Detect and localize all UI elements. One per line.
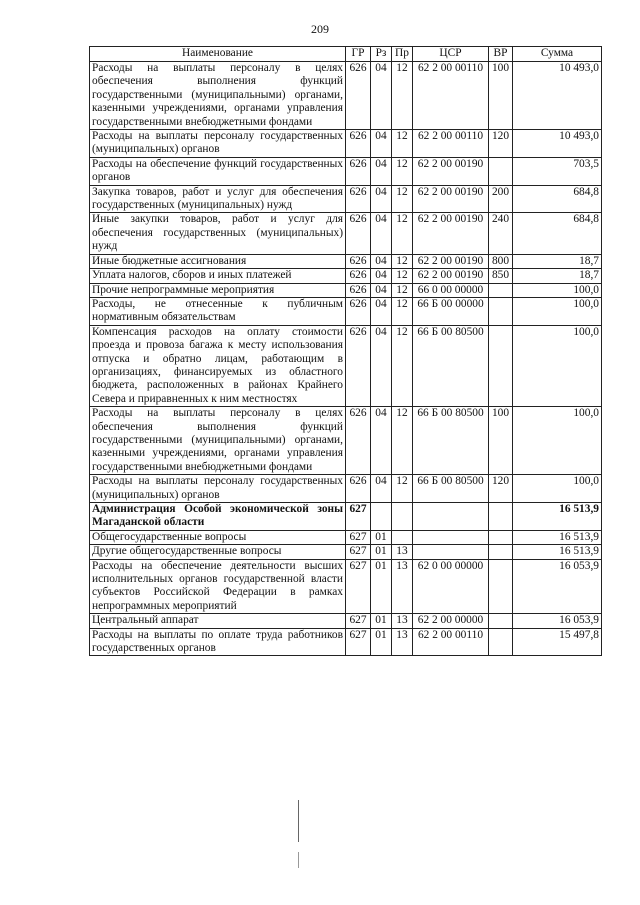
header-pr: Пр — [392, 47, 413, 62]
cell-gr: 627 — [346, 559, 371, 614]
cell-csr: 66 Б 00 80500 — [413, 475, 489, 503]
table-row — [90, 130, 602, 158]
cell-pr: 12 — [392, 157, 413, 185]
cell-rz: 04 — [371, 297, 392, 325]
cell-name: Администрация Особой экономической зоны Магаданской области — [90, 503, 346, 531]
cell-pr: 12 — [392, 297, 413, 325]
cell-name: Иные закупки товаров, работ и услуг для обеспечения государственных (муниципальных) нужд — [90, 213, 346, 254]
table-row — [90, 325, 602, 406]
cell-csr: 62 2 00 00000 — [413, 614, 489, 628]
cell-pr: 12 — [392, 269, 413, 283]
cell-rz — [371, 503, 392, 531]
cell-gr: 626 — [346, 185, 371, 213]
table-row — [90, 628, 602, 656]
table-row — [90, 185, 602, 213]
cell-sum: 100,0 — [513, 407, 602, 475]
cell-pr: 12 — [392, 62, 413, 130]
cell-pr: 13 — [392, 628, 413, 656]
cell-vr — [489, 614, 513, 628]
cell-pr: 13 — [392, 614, 413, 628]
cell-gr: 627 — [346, 545, 371, 559]
cell-sum: 10 493,0 — [513, 62, 602, 130]
cell-sum: 100,0 — [513, 283, 602, 297]
cell-gr: 626 — [346, 283, 371, 297]
cell-name: Расходы на выплаты по оплате труда работников государственных органов — [90, 628, 346, 656]
cell-name: Компенсация расходов на оплату стоимости проезда и провоза багажа к месту использования отпуска и обратно лицам, работающим в организациях, финансируемых из областного бюджета, расположенных в районах Крайнего Севера и приравненных к ним местностях — [90, 325, 346, 406]
cell-name: Расходы на выплаты персоналу в целях обеспечения выполнения функций государственными (муниципальными) органами, казенными учреждениями, органами управления государственными внебюджетными фондами — [90, 407, 346, 475]
table-row — [90, 157, 602, 185]
table-row — [90, 62, 602, 130]
budget-table — [89, 46, 602, 656]
table-row — [90, 269, 602, 283]
cell-name: Расходы на выплаты персоналу государственных (муниципальных) органов — [90, 130, 346, 158]
cell-pr — [392, 530, 413, 544]
cell-name: Прочие непрограммные мероприятия — [90, 283, 346, 297]
cell-pr: 12 — [392, 325, 413, 406]
cell-rz: 04 — [371, 130, 392, 158]
cell-rz: 04 — [371, 157, 392, 185]
cell-vr — [489, 545, 513, 559]
cell-rz: 04 — [371, 325, 392, 406]
cell-vr — [489, 297, 513, 325]
cell-name: Другие общегосударственные вопросы — [90, 545, 346, 559]
cell-pr — [392, 503, 413, 531]
cell-name: Расходы на обеспечение деятельности высших исполнительных органов государственной власти субъектов Российской Федерации в рамках непрограммных мероприятий — [90, 559, 346, 614]
cell-pr: 12 — [392, 283, 413, 297]
cell-rz: 04 — [371, 213, 392, 254]
cell-name: Закупка товаров, работ и услуг для обеспечения государственных (муниципальных) нужд — [90, 185, 346, 213]
cell-name: Расходы на выплаты персоналу в целях обеспечения выполнения функций государственными (муниципальными) органами, казенными учреждениями, органами управления государственными внебюджетными фондами — [90, 62, 346, 130]
cell-rz: 01 — [371, 545, 392, 559]
cell-vr: 100 — [489, 407, 513, 475]
cell-name: Иные бюджетные ассигнования — [90, 254, 346, 268]
cell-csr — [413, 530, 489, 544]
cell-vr: 100 — [489, 62, 513, 130]
cell-csr: 66 Б 00 00000 — [413, 297, 489, 325]
cell-rz: 04 — [371, 254, 392, 268]
cell-csr: 62 2 00 00110 — [413, 62, 489, 130]
cell-rz: 04 — [371, 283, 392, 297]
cell-rz: 01 — [371, 628, 392, 656]
cell-rz: 04 — [371, 62, 392, 130]
cell-vr — [489, 559, 513, 614]
cell-rz: 01 — [371, 559, 392, 614]
cell-sum: 18,7 — [513, 254, 602, 268]
cell-csr — [413, 545, 489, 559]
cell-csr: 62 2 00 00110 — [413, 628, 489, 656]
cell-sum: 100,0 — [513, 475, 602, 503]
table-row — [90, 614, 602, 628]
table-row — [90, 297, 602, 325]
cell-vr: 200 — [489, 185, 513, 213]
cell-name: Расходы на выплаты персоналу государственных (муниципальных) органов — [90, 475, 346, 503]
header-csr: ЦСР — [413, 47, 489, 62]
table-row — [90, 530, 602, 544]
cell-sum: 703,5 — [513, 157, 602, 185]
cell-sum: 684,8 — [513, 185, 602, 213]
cell-csr: 62 2 00 00110 — [413, 130, 489, 158]
cell-vr — [489, 503, 513, 531]
cell-pr: 12 — [392, 254, 413, 268]
cell-pr: 12 — [392, 130, 413, 158]
cell-sum: 100,0 — [513, 297, 602, 325]
cell-pr: 12 — [392, 407, 413, 475]
cell-vr: 240 — [489, 213, 513, 254]
cell-vr: 120 — [489, 475, 513, 503]
cell-rz: 01 — [371, 530, 392, 544]
cell-rz: 04 — [371, 475, 392, 503]
cell-vr: 850 — [489, 269, 513, 283]
cell-vr: 120 — [489, 130, 513, 158]
table-header-row — [90, 47, 602, 62]
cell-gr: 627 — [346, 503, 371, 531]
cell-name: Общегосударственные вопросы — [90, 530, 346, 544]
cell-rz: 04 — [371, 185, 392, 213]
cell-gr: 627 — [346, 628, 371, 656]
cell-vr — [489, 628, 513, 656]
cell-sum: 16 053,9 — [513, 559, 602, 614]
header-name: Наименование — [90, 47, 346, 62]
table-row — [90, 475, 602, 503]
cell-csr: 62 2 00 00190 — [413, 254, 489, 268]
cell-vr: 800 — [489, 254, 513, 268]
cell-gr: 626 — [346, 475, 371, 503]
cell-vr — [489, 325, 513, 406]
cell-sum: 15 497,8 — [513, 628, 602, 656]
cell-vr — [489, 283, 513, 297]
cell-gr: 626 — [346, 269, 371, 283]
cell-pr: 12 — [392, 185, 413, 213]
table-row — [90, 213, 602, 254]
cell-pr: 13 — [392, 559, 413, 614]
cell-sum: 16 053,9 — [513, 614, 602, 628]
cell-name: Уплата налогов, сборов и иных платежей — [90, 269, 346, 283]
header-sum: Сумма — [513, 47, 602, 62]
cell-sum: 16 513,9 — [513, 503, 602, 531]
cell-sum: 100,0 — [513, 325, 602, 406]
cell-csr — [413, 503, 489, 531]
cell-name: Расходы, не отнесенные к публичным нормативным обязательствам — [90, 297, 346, 325]
cell-name: Расходы на обеспечение функций государственных органов — [90, 157, 346, 185]
cell-pr: 13 — [392, 545, 413, 559]
cell-gr: 626 — [346, 157, 371, 185]
cell-csr: 62 2 00 00190 — [413, 269, 489, 283]
cell-vr — [489, 157, 513, 185]
cell-gr: 626 — [346, 297, 371, 325]
cell-pr: 12 — [392, 213, 413, 254]
table-row — [90, 254, 602, 268]
cell-sum: 16 513,9 — [513, 545, 602, 559]
cell-rz: 04 — [371, 407, 392, 475]
header-gr: ГР — [346, 47, 371, 62]
cell-sum: 684,8 — [513, 213, 602, 254]
table-row — [90, 503, 602, 531]
table-row — [90, 283, 602, 297]
cell-name: Центральный аппарат — [90, 614, 346, 628]
cell-gr: 626 — [346, 213, 371, 254]
cell-csr: 66 0 00 00000 — [413, 283, 489, 297]
scan-artifact-line — [298, 800, 299, 842]
cell-csr: 66 Б 00 80500 — [413, 325, 489, 406]
header-vr: ВР — [489, 47, 513, 62]
cell-csr: 62 2 00 00190 — [413, 157, 489, 185]
table-row — [90, 545, 602, 559]
cell-sum: 16 513,9 — [513, 530, 602, 544]
cell-gr: 626 — [346, 407, 371, 475]
table-row — [90, 407, 602, 475]
cell-gr: 627 — [346, 530, 371, 544]
cell-gr: 626 — [346, 62, 371, 130]
cell-rz: 04 — [371, 269, 392, 283]
scan-artifact-line — [298, 852, 299, 868]
cell-csr: 62 2 00 00190 — [413, 213, 489, 254]
cell-rz: 01 — [371, 614, 392, 628]
cell-gr: 626 — [346, 325, 371, 406]
page-number: 209 — [311, 22, 329, 36]
table-body — [90, 62, 602, 656]
cell-gr: 626 — [346, 130, 371, 158]
cell-csr: 62 0 00 00000 — [413, 559, 489, 614]
cell-sum: 18,7 — [513, 269, 602, 283]
header-rz: Рз — [371, 47, 392, 62]
cell-pr: 12 — [392, 475, 413, 503]
cell-vr — [489, 530, 513, 544]
table-row — [90, 559, 602, 614]
cell-csr: 62 2 00 00190 — [413, 185, 489, 213]
cell-sum: 10 493,0 — [513, 130, 602, 158]
cell-csr: 66 Б 00 80500 — [413, 407, 489, 475]
cell-gr: 626 — [346, 254, 371, 268]
cell-gr: 627 — [346, 614, 371, 628]
